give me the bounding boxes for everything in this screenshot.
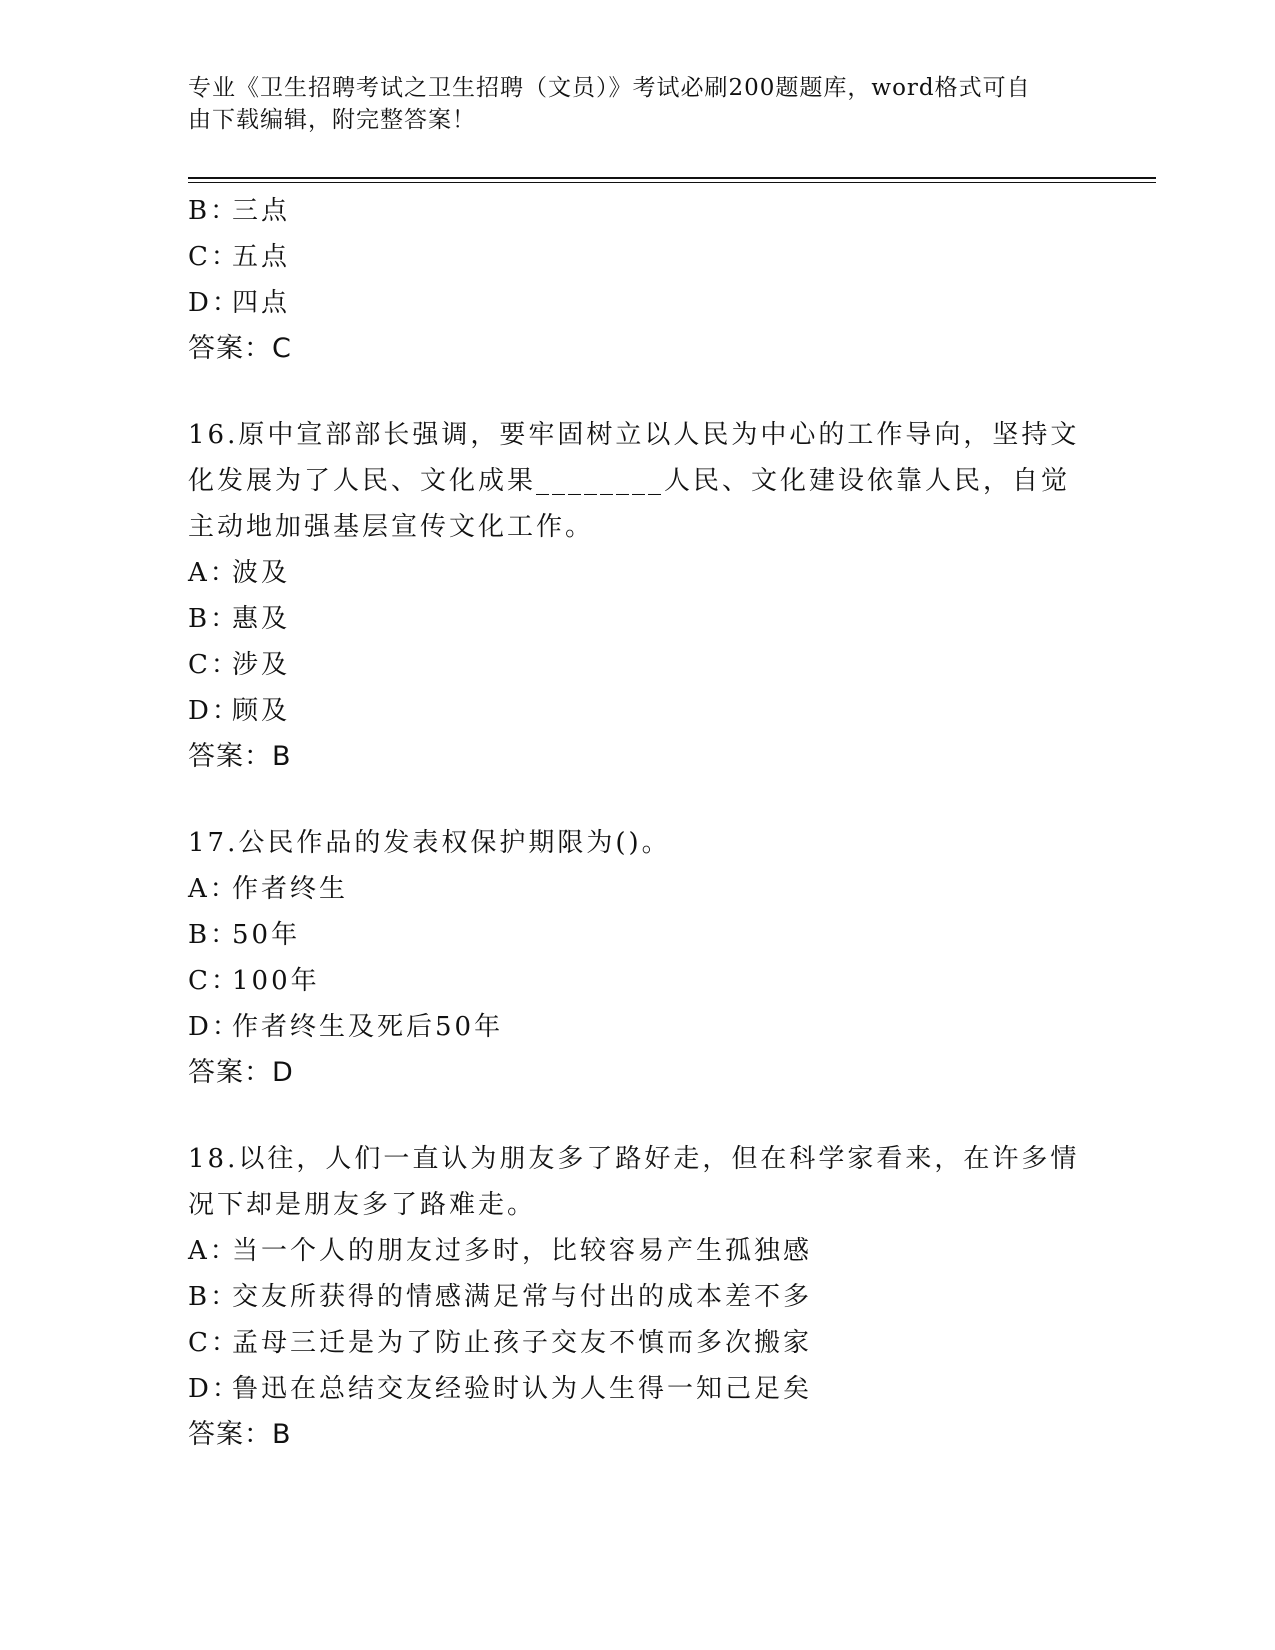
answer-line: 答案：C <box>188 333 292 364</box>
option-b <box>188 188 1088 234</box>
option-text: 鲁迅在总结交友经验时认为人生得一知己足矣 <box>232 1374 813 1404</box>
option-b <box>188 596 1088 642</box>
option-text: 顾及 <box>232 696 291 726</box>
option-text: 作者终生及死后50年 <box>232 1012 504 1042</box>
option-key: A： <box>188 558 239 588</box>
option-key: B： <box>188 604 240 634</box>
answer-line: 答案：B <box>188 741 292 772</box>
option-key: A： <box>188 1236 239 1266</box>
question-text <box>188 1136 1088 1228</box>
option-key: D： <box>188 1012 241 1042</box>
option-b <box>188 1274 1088 1320</box>
question-16 <box>188 412 1088 780</box>
option-d <box>188 1004 1088 1050</box>
question-text <box>188 412 1088 550</box>
option-text: 当一个人的朋友过多时，比较容易产生孤独感 <box>232 1236 813 1266</box>
option-a <box>188 550 1088 596</box>
question-line: 主动地加强基层宣传文化工作。 <box>188 512 595 542</box>
option-text: 惠及 <box>232 604 291 634</box>
option-text: 100年 <box>232 966 320 996</box>
option-text: 涉及 <box>232 650 291 680</box>
question-18 <box>188 1136 1088 1458</box>
option-key: C： <box>188 1328 240 1358</box>
option-text: 作者终生 <box>232 874 349 904</box>
question-text <box>188 820 1088 866</box>
option-text: 五点 <box>232 242 291 272</box>
header-line-1: 专业《卫生招聘考试之卫生招聘（文员）》考试必刷200题题库，word格式可自 <box>188 75 1031 101</box>
option-key: D： <box>188 288 241 318</box>
option-key: A： <box>188 874 239 904</box>
question-line: 17.公民作品的发表权保护期限为()。 <box>188 828 671 858</box>
spacer <box>188 780 1088 820</box>
question-line: 化发展为了人民、文化成果________人民、文化建设依靠人民，自觉 <box>188 466 1071 496</box>
option-c <box>188 958 1088 1004</box>
question-list <box>188 188 1088 1458</box>
answer-line: 答案：B <box>188 1419 292 1450</box>
spacer <box>188 372 1088 412</box>
option-a <box>188 866 1088 912</box>
option-key: D： <box>188 696 241 726</box>
option-text: 波及 <box>232 558 291 588</box>
option-d <box>188 280 1088 326</box>
option-key: C： <box>188 966 240 996</box>
page-header <box>188 72 1068 136</box>
question-line: 18.以往，人们一直认为朋友多了路好走，但在科学家看来，在许多情 <box>188 1144 1080 1174</box>
option-d <box>188 1366 1088 1412</box>
option-d <box>188 688 1088 734</box>
header-line-2: 由下载编辑，附完整答案！ <box>188 107 476 133</box>
option-text: 交友所获得的情感满足常与付出的成本差不多 <box>232 1282 813 1312</box>
option-key: B： <box>188 920 240 950</box>
spacer <box>188 1096 1088 1136</box>
header-rule <box>188 177 1156 179</box>
option-text: 四点 <box>232 288 291 318</box>
option-key: B： <box>188 196 240 226</box>
question-17 <box>188 820 1088 1096</box>
option-text: 三点 <box>232 196 291 226</box>
option-text: 50年 <box>232 920 301 950</box>
question-15 <box>188 188 1088 372</box>
option-b <box>188 912 1088 958</box>
header-rule-thin <box>188 182 1156 183</box>
option-text: 孟母三迁是为了防止孩子交友不慎而多次搬家 <box>232 1328 813 1358</box>
option-key: C： <box>188 650 240 680</box>
question-line: 16.原中宣部部长强调，要牢固树立以人民为中心的工作导向，坚持文 <box>188 420 1080 450</box>
option-a <box>188 1228 1088 1274</box>
option-c <box>188 642 1088 688</box>
option-c <box>188 1320 1088 1366</box>
option-key: C： <box>188 242 240 272</box>
answer-line: 答案：D <box>188 1057 294 1088</box>
option-key: D： <box>188 1374 241 1404</box>
option-key: B： <box>188 1282 240 1312</box>
question-line: 况下却是朋友多了路难走。 <box>188 1190 537 1220</box>
option-c <box>188 234 1088 280</box>
